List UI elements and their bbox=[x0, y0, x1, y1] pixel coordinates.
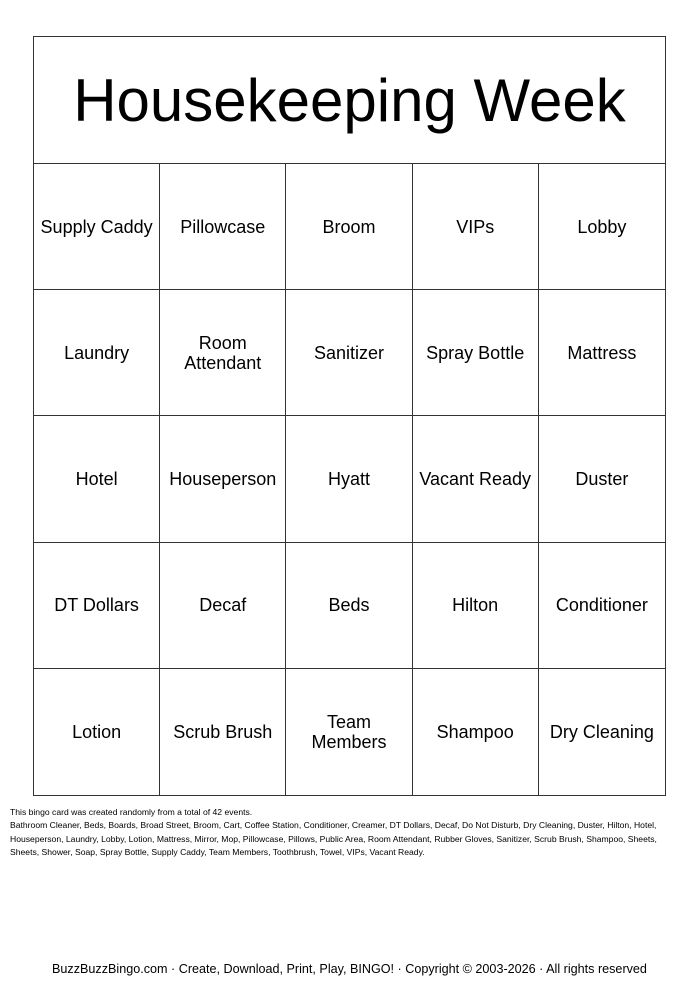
bingo-cell bbox=[160, 669, 286, 795]
cell-label: Hilton bbox=[452, 595, 499, 616]
cell-label: Houseperson bbox=[169, 468, 277, 489]
bingo-cell bbox=[286, 290, 412, 416]
cell-label: Supply Caddy bbox=[40, 216, 153, 237]
bingo-cell bbox=[286, 543, 412, 669]
cell-label: Beds bbox=[328, 595, 370, 616]
cell-label: Duster bbox=[575, 468, 629, 489]
cell-label: Lotion bbox=[72, 721, 122, 742]
bingo-cell bbox=[286, 669, 412, 795]
cell-label: Shampoo bbox=[436, 721, 514, 742]
cell-label: Spray Bottle bbox=[426, 342, 525, 363]
bingo-cell bbox=[34, 416, 160, 542]
bingo-cell bbox=[539, 164, 665, 290]
cell-label: Pillowcase bbox=[180, 216, 266, 237]
cell-label: Vacant Ready bbox=[419, 468, 532, 489]
bingo-cell bbox=[539, 543, 665, 669]
cell-label: Laundry bbox=[64, 342, 130, 363]
bingo-cell bbox=[160, 290, 286, 416]
bingo-cell bbox=[34, 669, 160, 795]
cell-label: Sanitizer bbox=[313, 342, 384, 363]
bingo-cell bbox=[539, 290, 665, 416]
bingo-grid bbox=[34, 164, 665, 795]
bingo-cell bbox=[413, 416, 539, 542]
cell-label: Room Attendant bbox=[184, 332, 262, 373]
cell-label: Scrub Brush bbox=[173, 721, 273, 742]
bingo-cell bbox=[413, 290, 539, 416]
cell-label: Decaf bbox=[199, 595, 247, 616]
bingo-cell bbox=[160, 543, 286, 669]
cell-label: Lobby bbox=[577, 216, 627, 237]
card-title: Housekeeping Week bbox=[34, 37, 665, 164]
card-info bbox=[10, 806, 672, 860]
cell-label: Mattress bbox=[567, 342, 637, 363]
cell-label: Hotel bbox=[75, 468, 118, 489]
cell-label: Hyatt bbox=[327, 468, 370, 489]
bingo-cell bbox=[286, 164, 412, 290]
bingo-cell bbox=[34, 164, 160, 290]
cell-label: Dry Cleaning bbox=[549, 721, 654, 742]
bingo-cell bbox=[34, 290, 160, 416]
bingo-cell bbox=[539, 416, 665, 542]
card-info-summary: This bingo card was created randomly from a total of 42 events. bbox=[10, 807, 253, 817]
bingo-cell bbox=[413, 543, 539, 669]
bingo-cell bbox=[160, 164, 286, 290]
site-footer: BuzzBuzzBingo.com · Create, Download, Print, Play, BINGO! · Copyright © 2003-2026 · All rights reserved bbox=[52, 962, 647, 976]
bingo-cell bbox=[413, 669, 539, 795]
bingo-cell bbox=[160, 416, 286, 542]
cell-label: Team Members bbox=[311, 711, 387, 752]
bingo-card bbox=[33, 36, 666, 796]
cell-label: VIPs bbox=[456, 216, 495, 237]
event-list: Bathroom Cleaner, Beds, Boards, Broad Street, Broom, Cart, Coffee Station, Conditioner, Creamer, DT Dollars, Decaf, Do Not Disturb, Dry Cleaning, Duster, Hilton, Hotel, Houseperson, Laundry, Lobby, Lotion, Mattress, Mirror, Mop, Pillowcase, Pillows, Public Area, Room Attendant, Rubber Gloves, Sanitizer, Scrub Brush, Shampoo, Sheets, Sheets, Shower, Soap, Spray Bottle, Supply Caddy, Team Members, Toothbrush, Towel, VIPs, Vacant Ready. bbox=[10, 820, 657, 858]
bingo-cell bbox=[539, 669, 665, 795]
bingo-cell bbox=[34, 543, 160, 669]
bingo-cell bbox=[413, 164, 539, 290]
cell-label: DT Dollars bbox=[54, 595, 139, 616]
cell-label: Conditioner bbox=[555, 595, 648, 616]
cell-label: Broom bbox=[322, 216, 376, 237]
bingo-cell bbox=[286, 416, 412, 542]
